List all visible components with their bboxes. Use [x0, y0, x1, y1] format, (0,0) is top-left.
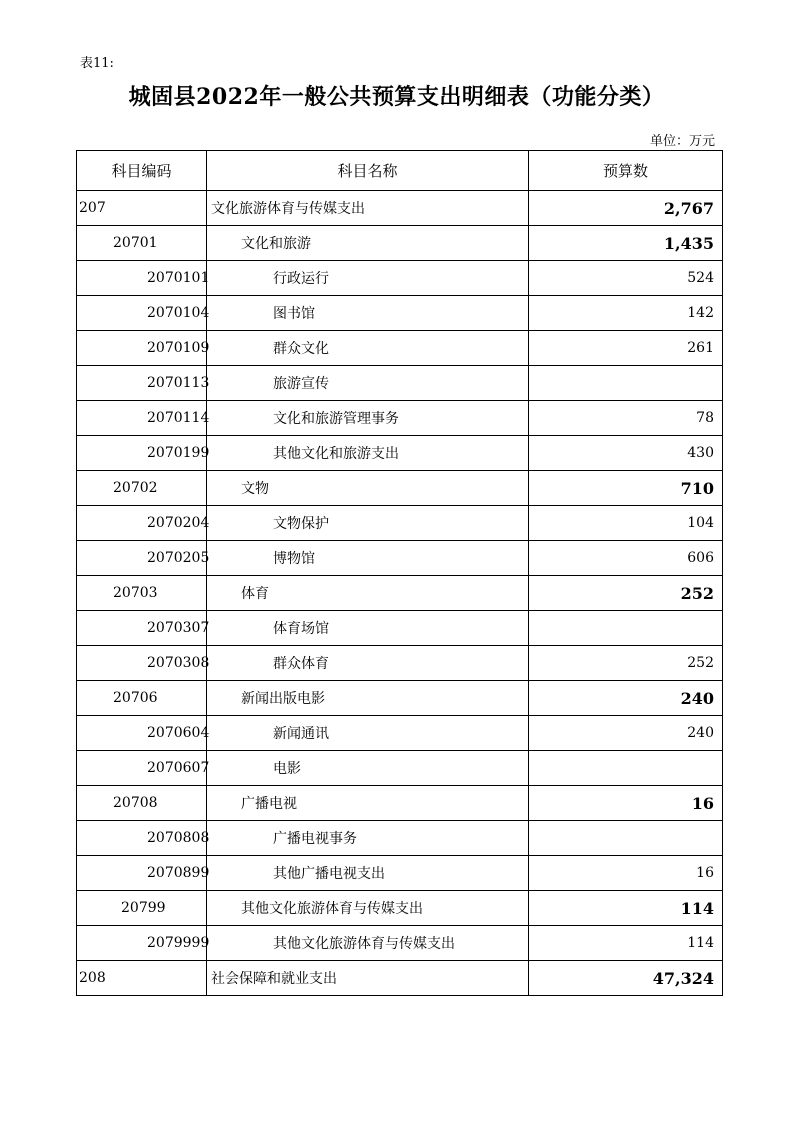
budget-table	[76, 150, 723, 996]
subject-name-cell: 旅游宣传	[207, 366, 529, 401]
table-number: 表11:	[80, 56, 114, 71]
table-row	[77, 471, 723, 506]
table-row	[77, 436, 723, 471]
budget-amount-cell	[529, 611, 723, 646]
subject-name-cell: 广播电视	[207, 786, 529, 821]
budget-amount-cell: 430	[529, 436, 723, 471]
table-row	[77, 681, 723, 716]
subject-code-cell: 20703	[77, 576, 207, 611]
subject-name-cell: 群众文化	[207, 331, 529, 366]
subject-code-cell: 20706	[77, 681, 207, 716]
table-row	[77, 401, 723, 436]
subject-code-cell: 2070205	[77, 541, 207, 576]
subject-name-cell: 体育	[207, 576, 529, 611]
table-row	[77, 366, 723, 401]
subject-code-cell: 2070607	[77, 751, 207, 786]
table-row	[77, 576, 723, 611]
budget-amount-cell: 252	[529, 576, 723, 611]
budget-amount-cell: 606	[529, 541, 723, 576]
budget-amount-cell: 114	[529, 926, 723, 961]
budget-amount-cell: 16	[529, 856, 723, 891]
header-amount: 预算数	[529, 151, 723, 191]
budget-amount-cell: 47,324	[529, 961, 723, 996]
subject-name-cell: 行政运行	[207, 261, 529, 296]
subject-code-cell: 2070899	[77, 856, 207, 891]
subject-code-cell: 20799	[77, 891, 207, 926]
subject-code-cell: 20701	[77, 226, 207, 261]
table-row	[77, 296, 723, 331]
table-row	[77, 261, 723, 296]
subject-code-cell: 2070808	[77, 821, 207, 856]
table-row	[77, 611, 723, 646]
subject-code-cell: 2070113	[77, 366, 207, 401]
subject-code-cell: 208	[77, 961, 207, 996]
table-row	[77, 786, 723, 821]
budget-amount-cell: 2,767	[529, 191, 723, 226]
budget-amount-cell: 710	[529, 471, 723, 506]
subject-name-cell: 其他文化旅游体育与传媒支出	[207, 926, 529, 961]
subject-name-cell: 文化和旅游管理事务	[207, 401, 529, 436]
table-row	[77, 191, 723, 226]
subject-name-cell: 广播电视事务	[207, 821, 529, 856]
subject-name-cell: 文化和旅游	[207, 226, 529, 261]
subject-code-cell: 2070199	[77, 436, 207, 471]
budget-amount-cell: 252	[529, 646, 723, 681]
header-name: 科目名称	[207, 151, 529, 191]
table-row	[77, 856, 723, 891]
subject-code-cell: 2070104	[77, 296, 207, 331]
subject-code-cell: 2070114	[77, 401, 207, 436]
budget-amount-cell: 114	[529, 891, 723, 926]
budget-amount-cell: 524	[529, 261, 723, 296]
subject-name-cell: 博物馆	[207, 541, 529, 576]
subject-name-cell: 文物保护	[207, 506, 529, 541]
subject-name-cell: 其他文化和旅游支出	[207, 436, 529, 471]
table-row	[77, 646, 723, 681]
table-row	[77, 226, 723, 261]
budget-amount-cell: 261	[529, 331, 723, 366]
budget-amount-cell: 1,435	[529, 226, 723, 261]
subject-code-cell: 20708	[77, 786, 207, 821]
table-row	[77, 961, 723, 996]
table-row	[77, 541, 723, 576]
budget-amount-cell	[529, 751, 723, 786]
budget-amount-cell	[529, 366, 723, 401]
subject-code-cell: 2070101	[77, 261, 207, 296]
subject-code-cell: 2079999	[77, 926, 207, 961]
budget-amount-cell: 16	[529, 786, 723, 821]
subject-name-cell: 新闻出版电影	[207, 681, 529, 716]
table-row	[77, 331, 723, 366]
subject-code-cell: 20702	[77, 471, 207, 506]
budget-amount-cell: 240	[529, 681, 723, 716]
table-row	[77, 506, 723, 541]
subject-name-cell: 群众体育	[207, 646, 529, 681]
page-title: 城固县2022年一般公共预算支出明细表（功能分类）	[128, 84, 665, 110]
subject-code-cell: 2070307	[77, 611, 207, 646]
subject-code-cell: 2070308	[77, 646, 207, 681]
budget-amount-cell	[529, 821, 723, 856]
subject-code-cell: 2070109	[77, 331, 207, 366]
subject-code-cell: 2070204	[77, 506, 207, 541]
table-row	[77, 716, 723, 751]
table-body	[77, 191, 723, 996]
budget-amount-cell: 78	[529, 401, 723, 436]
subject-name-cell: 文物	[207, 471, 529, 506]
table-row	[77, 821, 723, 856]
subject-code-cell: 2070604	[77, 716, 207, 751]
subject-name-cell: 其他文化旅游体育与传媒支出	[207, 891, 529, 926]
table-row	[77, 891, 723, 926]
subject-name-cell: 电影	[207, 751, 529, 786]
budget-amount-cell: 104	[529, 506, 723, 541]
subject-name-cell: 其他广播电视支出	[207, 856, 529, 891]
subject-name-cell: 新闻通讯	[207, 716, 529, 751]
unit-label: 单位：万元	[649, 134, 715, 149]
header-code: 科目编码	[77, 151, 207, 191]
subject-code-cell: 207	[77, 191, 207, 226]
subject-name-cell: 社会保障和就业支出	[207, 961, 529, 996]
table-row	[77, 926, 723, 961]
subject-name-cell: 体育场馆	[207, 611, 529, 646]
budget-amount-cell: 240	[529, 716, 723, 751]
budget-amount-cell: 142	[529, 296, 723, 331]
subject-name-cell: 文化旅游体育与传媒支出	[207, 191, 529, 226]
table-row	[77, 751, 723, 786]
table-header-row	[77, 151, 723, 191]
subject-name-cell: 图书馆	[207, 296, 529, 331]
